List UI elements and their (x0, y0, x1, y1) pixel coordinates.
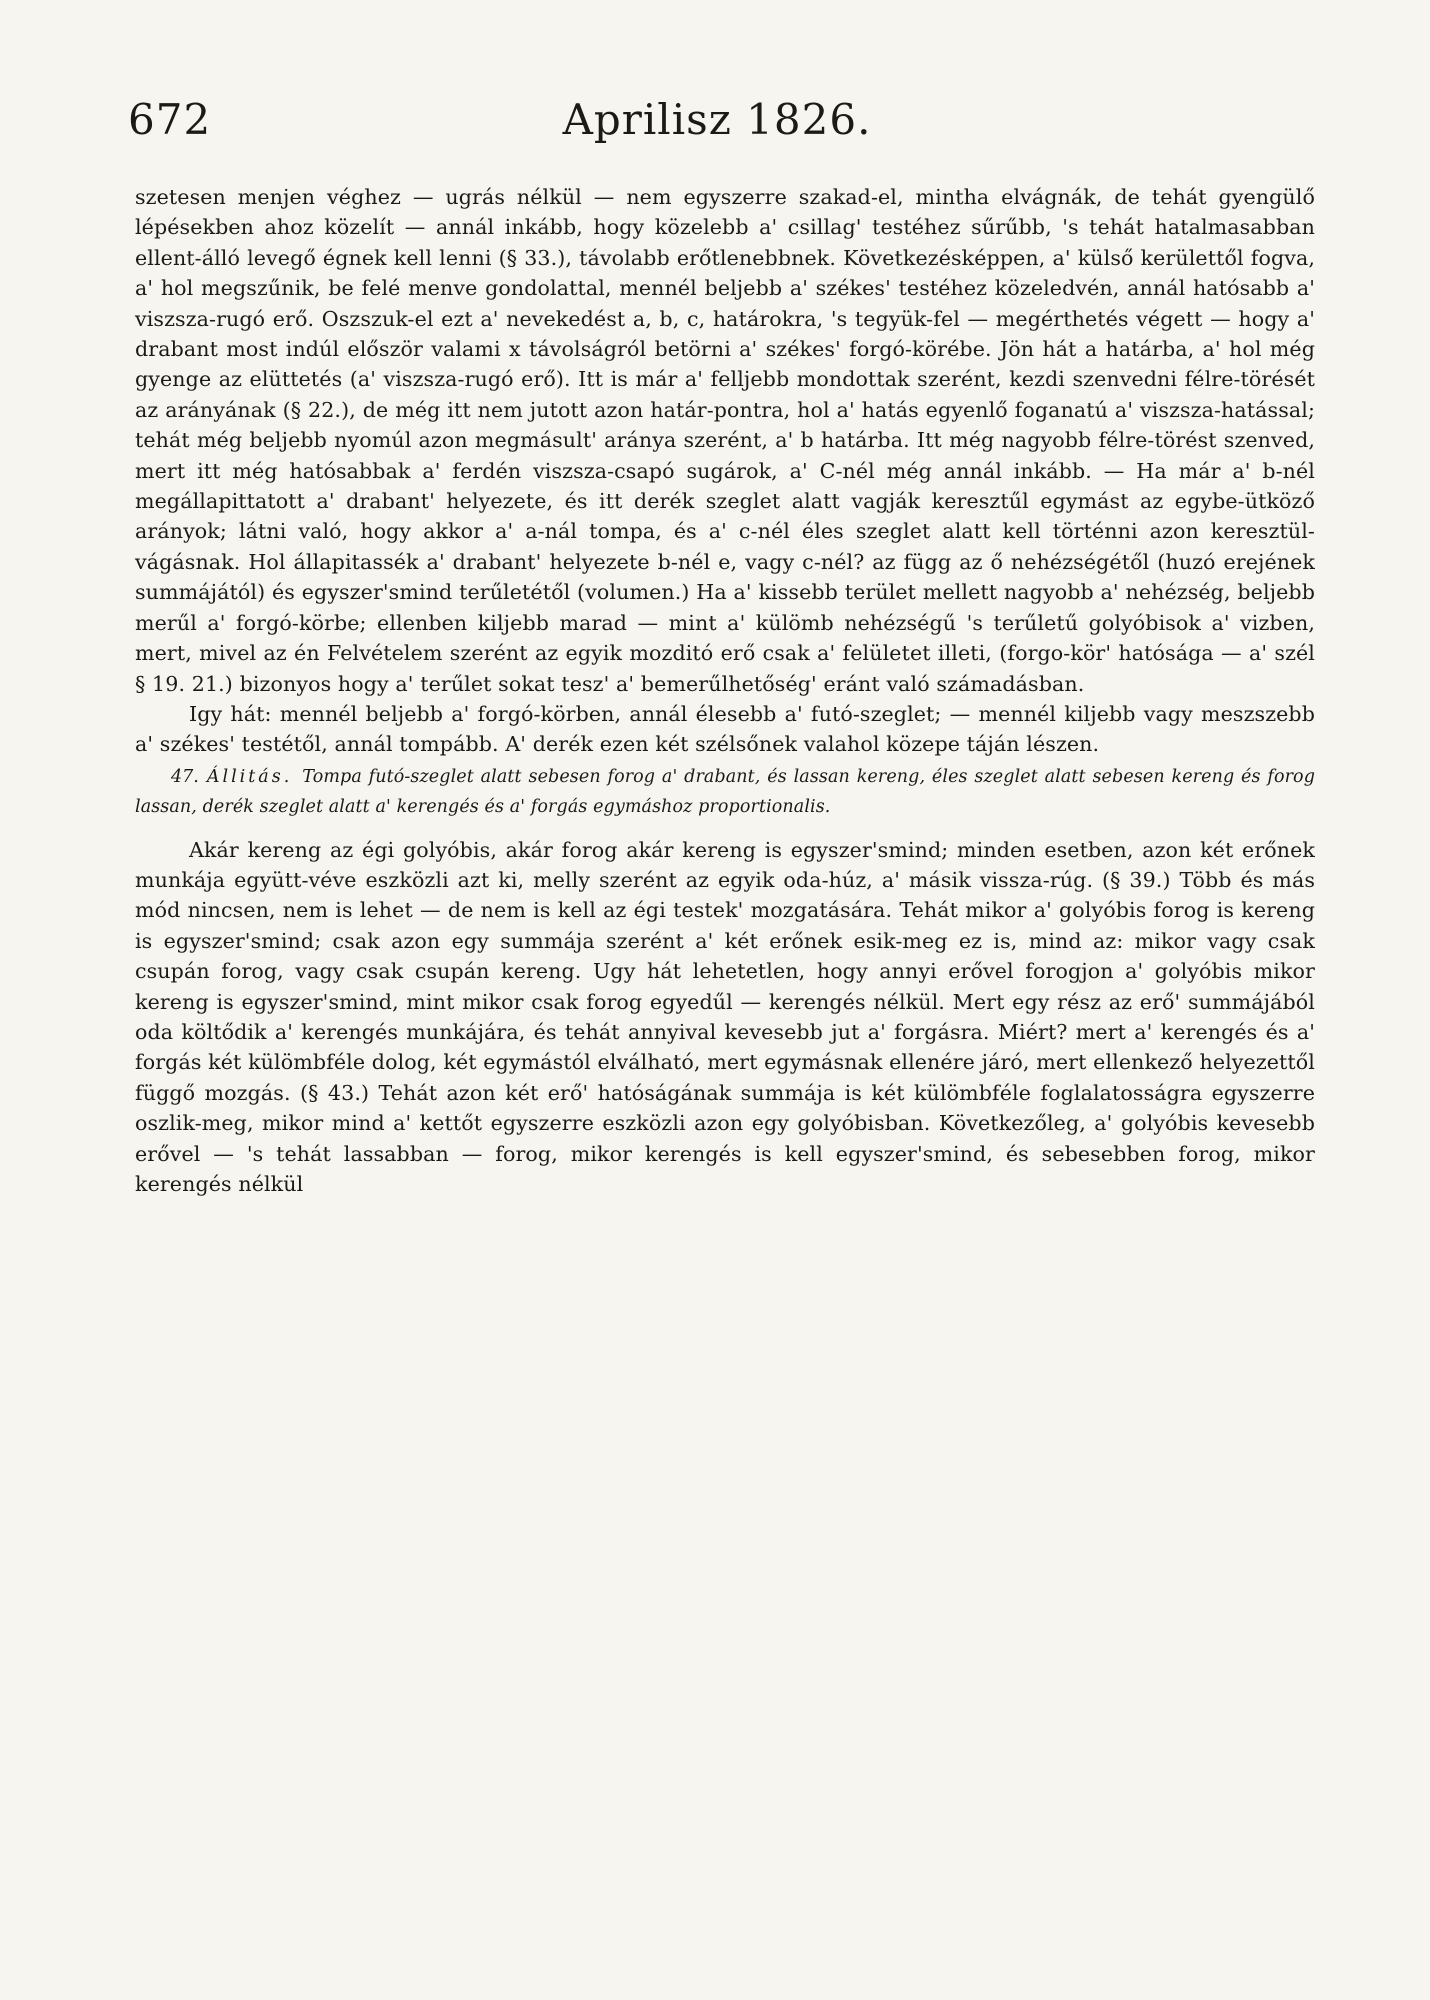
paragraph-2: Igy hát: mennél beljebb a' forgó-körben, annál élesebb a' futó-szeglet; — mennél kiljebb vagy meszszebb a' székes' testétől, annál tompább. A' derék ezen két szélsőnek valahol közepe táján lészen. (135, 701, 1315, 757)
thesis-text: Tompa futó-szeglet alatt sebesen forog a' drabant, és lassan kereng, éles szeglet alatt sebesen kereng és forog lassan, derék szeglet alatt a' kerengés és a' forgás egymáshoz proportionalis. (135, 766, 1315, 818)
running-title: Aprilisz 1826. (562, 95, 872, 144)
thesis-label-text: Állitás. (206, 766, 293, 787)
page-number: 672 (128, 95, 212, 144)
thesis-label (171, 767, 292, 787)
body-text (135, 182, 1315, 1199)
page-header (128, 95, 1306, 155)
paragraph-3: Akár kereng az égi golyóbis, akár forog akár kereng is egyszer'smind; minden esetben, azon két erőnek munkája együtt-véve eszközli azt ki, melly szerént az egyik oda-húz, a' másik vissza-rúg. (§ 39.) Több és más mód nincsen, nem is lehet — de nem is kell az égi testek' mozgatására. Tehát mikor a' golyóbis forog is kereng is egyszer'smind; csak azon egy summája szerént a' két erőnek esik-meg ez is, mind az: mikor vagy csak csupán forog, vagy csak csupán kereng. Ugy hát lehetetlen, hogy annyi erővel forogjon a' golyóbis mikor kereng is egyszer'smind, mint mikor csak forog egyedűl — kerengés nélkül. Mert egy rész az erő' summájából oda költődik a' kerengés munkájára, és tehát annyival kevesebb jut a' forgásra. Miért? mert a' kerengés és a' forgás két külömbféle dolog, két egymástól elválható, mert egymásnak ellenére járó, mert ellenkező helyezettől függő mozgás. (§ 43.) Tehát azon két erő' hatóságának summája is két külömbféle foglalatosságra egyszerre oszlik-meg, mikor mind a' kettőt egyszerre eszközli azon egy golyóbisban. Következőleg, a' golyóbis kevesebb erővel — 's tehát lassabban — forog, mikor kerengés is kell egyszer'smind, és sebesebben forog, mikor kerengés nélkül (135, 837, 1315, 1196)
thesis-statement (135, 762, 1315, 823)
paragraph-1: szetesen menjen véghez — ugrás nélkül — nem egyszerre szakad-el, mintha elvágnák, de tehát gyengülő lépésekben ahoz közelít — annál inkább, hogy közelebb a' csillag' testéhez sűrűbb, 's tehát hatalmasabban ellent-álló levegő égnek kell lenni (§ 33.), távolabb erőtlenebbnek. Következésképpen, a' külső kerülettől fogva, a' hol megszűnik, be felé menve gondolattal, mennél beljebb a' székes' testéhez közeledvén, annál hatósabb a' viszsza-rugó erő. Oszszuk-el ezt a' nevekedést a, b, c, határokra, 's tegyük-fel — megérthetés végett — hogy a' drabant most indúl először valami x távolságról betörni a' székes' forgó-körébe. Jön hát a határba, a' hol még gyenge az elüttetés (a' viszsza-rugó erő). Itt is már a' felljebb mondottak szerént, kezdi szenvedni félre-törését az arányának (§ 22.), de még itt nem jutott azon határ-pontra, hol a' hatás egyenlő foganatú a' viszsza-hatással; tehát még beljebb nyomúl azon megmásult' aránya szerént, a' b határba. Itt még nagyobb félre-törést szenved, mert itt még hatósabbak a' ferdén viszsza-csapó sugárok, a' C-nél még annál inkább. — Ha már a' b-nél megállapittatott a' drabant' helyezete, és itt derék szeglet alatt vagják keresztűl egymást az egybe-ütköző arányok; látni való, hogy akkor a' a-nál tompa, és a' c-nél éles szeglet alatt kell történni azon keresztül-vágásnak. Hol állapitassék a' drabant' helyezete b-nél e, vagy c-nél? az függ az ő nehézségétől (huzó erejének summájától) és egyszer'smind terűletétől (volumen.) Ha a' kissebb terület mellett nagyobb a' nehézség, beljebb merűl a' forgó-körbe; ellenben kiljebb marad — mint a' külömb nehézségű 's terűletű golyóbisok a' vizben, mert, mivel az én Felvételem szerént az egyik mozditó erő csak a' felületet illeti, (forgo-kör' hatósága — a' szél § 19. 21.) bizonyos hogy a' terűlet sokat tesz' a' bemerűlhetőség' eránt való számadásban. (135, 185, 1315, 696)
thesis-number: 47. (171, 766, 199, 787)
